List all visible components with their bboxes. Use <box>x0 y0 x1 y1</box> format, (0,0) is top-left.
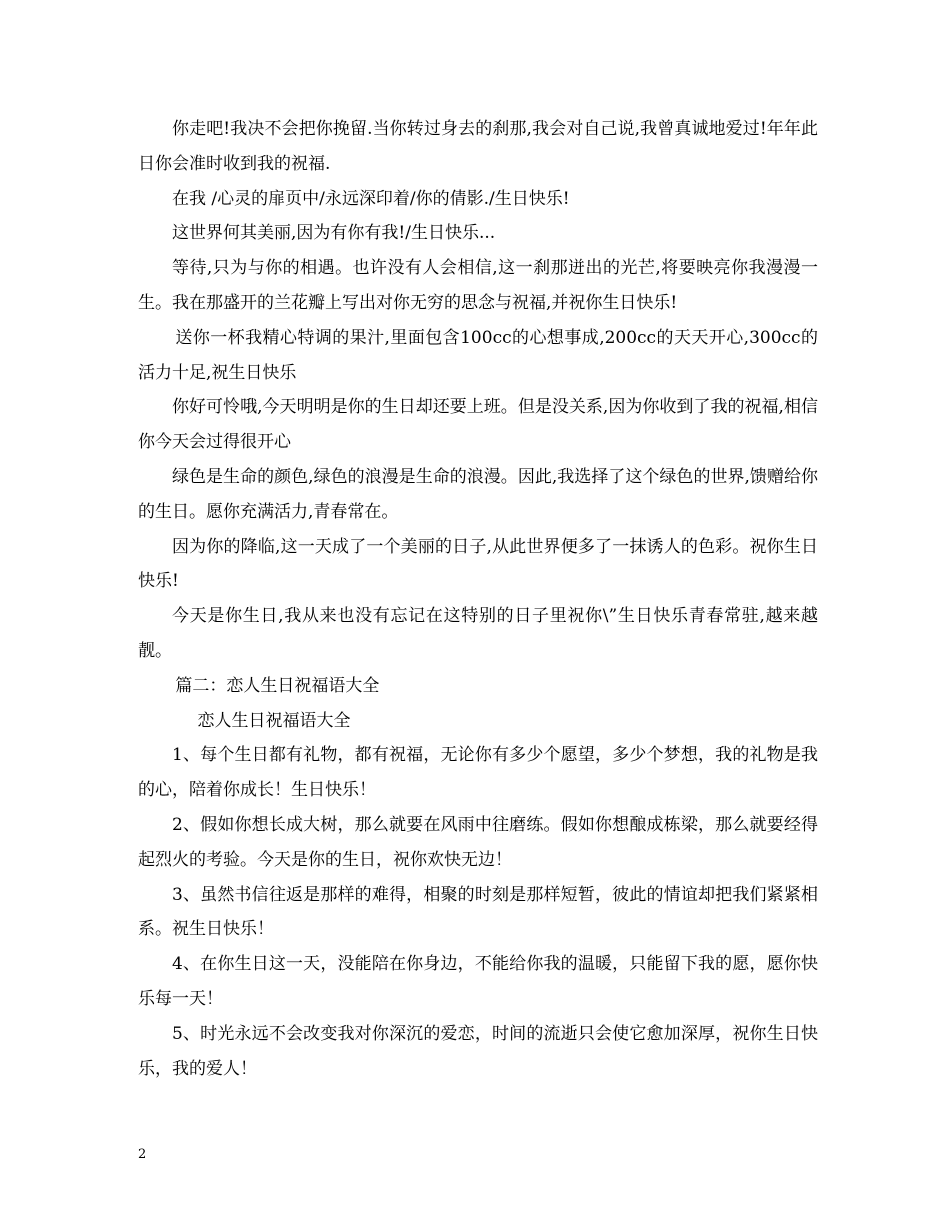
paragraph: 绿色是生命的颜色,绿色的浪漫是生命的浪漫。因此,我选择了这个绿色的世界,馈赠给你的生日。愿你充满活力,青春常在。 <box>138 466 818 522</box>
paragraph: 在我 /心灵的扉页中/永远深印着/你的倩影./生日快乐! <box>172 188 570 209</box>
paragraph: 你走吧!我决不会把你挽留.当你转过身去的刹那,我会对自己说,我曾真诚地爱过!年年此日你会准时收到我的祝福. <box>138 119 818 174</box>
paragraph: 送你一杯我精心特调的果汁,里面包含100cc的心想事成,200cc的天天开心,300cc的活力十足,祝生日快乐 <box>138 327 818 383</box>
numbered-paragraph: 4、在你生日这一天，没能陪在你身边，不能给你我的温暖，只能留下我的愿，愿你快乐每一天！ <box>138 954 818 1009</box>
section-heading: 篇二：恋人生日祝福语大全 <box>175 675 380 696</box>
numbered-paragraph: 5、时光永远不会改变我对你深沉的爱恋，时间的流逝只会使它愈加深厚，祝你生日快乐，我的爱人！ <box>138 1023 818 1079</box>
numbered-paragraph: 3、虽然书信往返是那样的难得，相聚的时刻是那样短暂，彼此的情谊却把我们紧紧相系。祝生日快乐！ <box>138 884 818 940</box>
paragraph: 因为你的降临,这一天成了一个美丽的日子,从此世界便多了一抹诱人的色彩。祝你生日快乐! <box>138 536 818 592</box>
document-body <box>138 112 818 1086</box>
page-number: 2 <box>138 1147 147 1162</box>
numbered-paragraph: 1、每个生日都有礼物，都有祝福，无论你有多少个愿望，多少个梦想，我的礼物是我的心，陪着你成长！生日快乐！ <box>138 745 818 801</box>
paragraph: 这世界何其美丽,因为有你有我!/生日快乐... <box>172 223 496 244</box>
section-subheading: 恋人生日祝福语大全 <box>197 710 351 731</box>
numbered-paragraph: 2、假如你想长成大树，那么就要在风雨中往磨练。假如你想酿成栋梁，那么就要经得起烈火的考验。今天是你的生日，祝你欢快无边！ <box>138 814 818 870</box>
paragraph: 今天是你生日,我从来也没有忘记在这特别的日子里祝你\”生日快乐青春常驻,越来越靓。 <box>138 606 818 661</box>
paragraph: 你好可怜哦,今天明明是你的生日却还要上班。但是没关系,因为你收到了我的祝福,相信你今天会过得很开心 <box>138 397 818 453</box>
paragraph: 等待,只为与你的相遇。也许没有人会相信,这一刹那迸出的光芒,将要映亮你我漫漫一生。我在那盛开的兰花瓣上写出对你无穷的思念与祝福,并祝你生日快乐! <box>138 258 818 313</box>
